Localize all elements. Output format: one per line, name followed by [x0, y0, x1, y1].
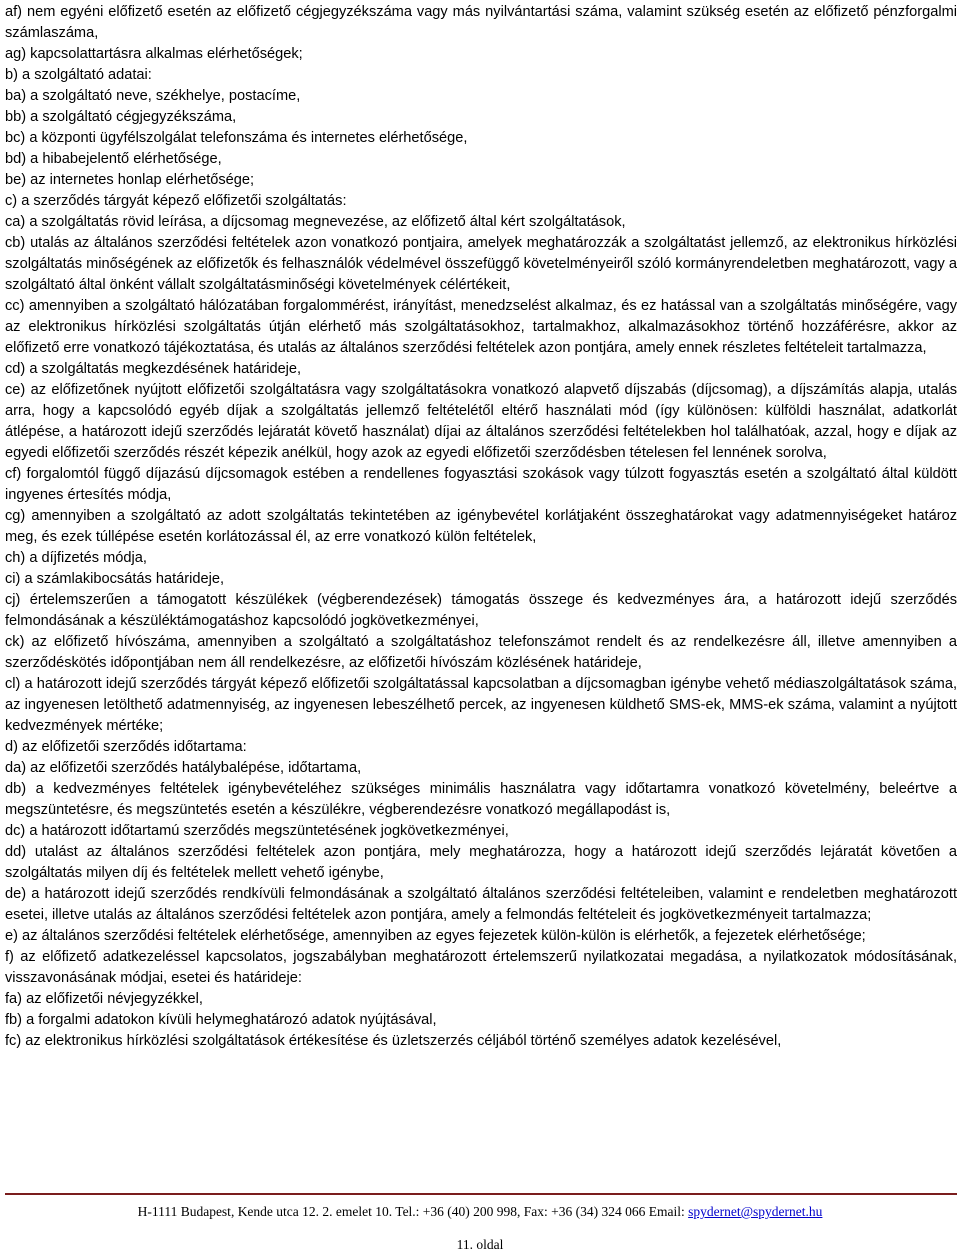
paragraph: cj) értelemszerűen a támogatott készülékek (végberendezések) támogatás összege és kedvezményes ára, a határozott idejű szerződés felmondásának a készüléktámogatáshoz kapcsolódó jogkövetkezményei, — [5, 592, 957, 629]
paragraph: da) az előfizetői szerződés hatálybalépése, időtartama, — [5, 760, 362, 776]
paragraph: db) a kedvezményes feltételek igénybevételéhez szükséges minimális használatra vagy időtartamra vonatkozó követelmény, beleértve a megszüntetésre, és megszüntetés esetén a készülékre, végberendezésre vonatkozó megállapodást is, — [5, 781, 957, 818]
paragraph: dd) utalást az általános szerződési feltételek azon pontjára, mely meghatározza, hogy a határozott idejű szerződés lejáratát követően a szolgáltatás milyen díj és feltételek mellett vehető igénybe, — [5, 844, 957, 881]
paragraph: d) az előfizetői szerződés időtartama: — [5, 739, 247, 755]
paragraph: cf) forgalomtól függő díjazású díjcsomagok estében a rendellenes fogyasztási szokások vagy túlzott fogyasztás esetén a szolgáltató által küldött ingyenes értesítés módja, — [5, 466, 957, 503]
paragraph: cb) utalás az általános szerződési feltételek azon vonatkozó pontjaira, amelyek meghatározzák a szolgáltatást jellemző, az elektronikus hírközlési szolgáltatás minőségének az előfizetők és felhasználók védelmével összefüggő követelményeiről szóló kormányrendeletben meghatározott, vagy a szolgáltató által önként vállalt szolgáltatásminőségi követelmények célértékeit, — [5, 235, 957, 293]
paragraph: bd) a hibabejelentő elérhetősége, — [5, 151, 222, 167]
paragraph: af) nem egyéni előfizető esetén az előfizető cégjegyzékszáma vagy más nyilvántartási száma, valamint szükség esetén az előfizető pénzforgalmi számlaszáma, — [5, 4, 957, 41]
paragraph: c) a szerződés tárgyát képező előfizetői szolgáltatás: — [5, 193, 347, 209]
paragraph: ca) a szolgáltatás rövid leírása, a díjcsomag megnevezése, az előfizető által kért szolgáltatások, — [5, 214, 626, 230]
paragraph: cc) amennyiben a szolgáltató hálózatában forgalommérést, irányítást, menedzselést alkalmaz, és ez hatással van a szolgáltatás minőségére, vagy az elektronikus hírközlési szolgáltatás útján elérhető más szolgáltatásokhoz, tartalmakhoz, alkalmazásokhoz történő hozzáférésre, akkor az előfizető erre vonatkozó tájékoztatása, és utalás az általános szerződési feltételek azon pontjára, amely ennek részletes feltételeit tartalmazza, — [5, 298, 957, 356]
paragraph: cg) amennyiben a szolgáltató az adott szolgáltatás tekintetében az igénybevétel korlátjaként összeghatárokat vagy adatmennyiségeket határoz meg, és ezek túllépése esetén korlátozással él, az erre vonatkozó külön feltételek, — [5, 508, 957, 545]
paragraph: ba) a szolgáltató neve, székhelye, postacíme, — [5, 88, 301, 104]
paragraph: ag) kapcsolattartásra alkalmas elérhetőségek; — [5, 46, 303, 62]
footer-divider — [5, 1193, 957, 1195]
paragraph: cd) a szolgáltatás megkezdésének határideje, — [5, 361, 302, 377]
paragraph: fb) a forgalmi adatokon kívüli helymeghatározó adatok nyújtásával, — [5, 1012, 437, 1028]
paragraph: de) a határozott idejű szerződés rendkívüli felmondásának a szolgáltató általános szerződési feltételeiben, valamint e rendeletben meghatározott esetei, illetve utalás az általános szerződési feltételek azon pontjára, amely a felmondás feltételeit és jogkövetkezményeit tartalmazza; — [5, 886, 957, 923]
paragraph: fc) az elektronikus hírközlési szolgáltatások értékesítése és üzletszerzés céljából történő személyes adatok kezelésével, — [5, 1033, 782, 1049]
paragraph: be) az internetes honlap elérhetősége; — [5, 172, 255, 188]
paragraph: cl) a határozott idejű szerződés tárgyát képező előfizetői szolgáltatással kapcsolatban a díjcsomagban igénybe vehető médiaszolgáltatások száma, az ingyenesen letölthető adatmennyiség, az ingyenesen lebeszélhető percek, az ingyenesen küldhető SMS-ek, MMS-ek száma, valamint a nyújtott kedvezmények mértéke; — [5, 676, 957, 734]
page-number: 11. oldal — [456, 1237, 504, 1252]
paragraph: bc) a központi ügyfélszolgálat telefonszáma és internetes elérhetősége, — [5, 130, 468, 146]
paragraph: f) az előfizető adatkezeléssel kapcsolatos, jogszabályban meghatározott értelemszerű nyilatkozatai megadása, a nyilatkozatok módosításának, visszavonásának módjai, esetei és határideje: — [5, 949, 957, 986]
paragraph: e) az általános szerződési feltételek elérhetősége, amennyiben az egyes fejezetek külön-külön is elérhetők, a fejezetek elérhetősége; — [5, 928, 866, 944]
paragraph: ci) a számlakibocsátás határideje, — [5, 571, 225, 587]
footer — [0, 1203, 960, 1221]
paragraph: ch) a díjfizetés módja, — [5, 550, 147, 566]
document-body — [5, 2, 957, 1052]
paragraph: dc) a határozott időtartamú szerződés megszüntetésének jogkövetkezményei, — [5, 823, 509, 839]
paragraph: b) a szolgáltató adatai: — [5, 67, 152, 83]
paragraph: ce) az előfizetőnek nyújtott előfizetői szolgáltatásra vagy szolgáltatásokra vonatkozó alapvető díjszabás (díjcsomag), a díjszámítás alapja, utalás arra, hogy a kapcsolódó egyéb díjak a szolgáltatás jellemző feltételétől eltérő használati mód (így különösen: külföldi használat, adatkorlát átlépése, a határozott idejű szerződés lejáratát követő használat) díjai az általános szerződési feltételekben hol találhatóak, azzal, hogy e díjak az egyedi előfizetői szerződés részét képezik anélkül, hogy azok az egyedi előfizetői szerződésben tételesen fel lennének sorolva, — [5, 382, 957, 461]
paragraph: ck) az előfizető hívószáma, amennyiben a szolgáltató a szolgáltatáshoz telefonszámot rendelt és az rendelkezésre áll, illetve amennyiben a szerződéskötés időpontjában nem áll rendelkezésre, az előfizetői hívószám közlésének határideje, — [5, 634, 957, 671]
paragraph: fa) az előfizetői névjegyzékkel, — [5, 991, 203, 1007]
footer-contact: H-1111 Budapest, Kende utca 12. 2. emelet 10. Tel.: +36 (40) 200 998, Fax: +36 (34) 324 066 Email: — [137, 1204, 689, 1219]
footer-email-link[interactable]: spydernet@spydernet.hu — [688, 1204, 823, 1219]
paragraph: bb) a szolgáltató cégjegyzékszáma, — [5, 109, 237, 125]
